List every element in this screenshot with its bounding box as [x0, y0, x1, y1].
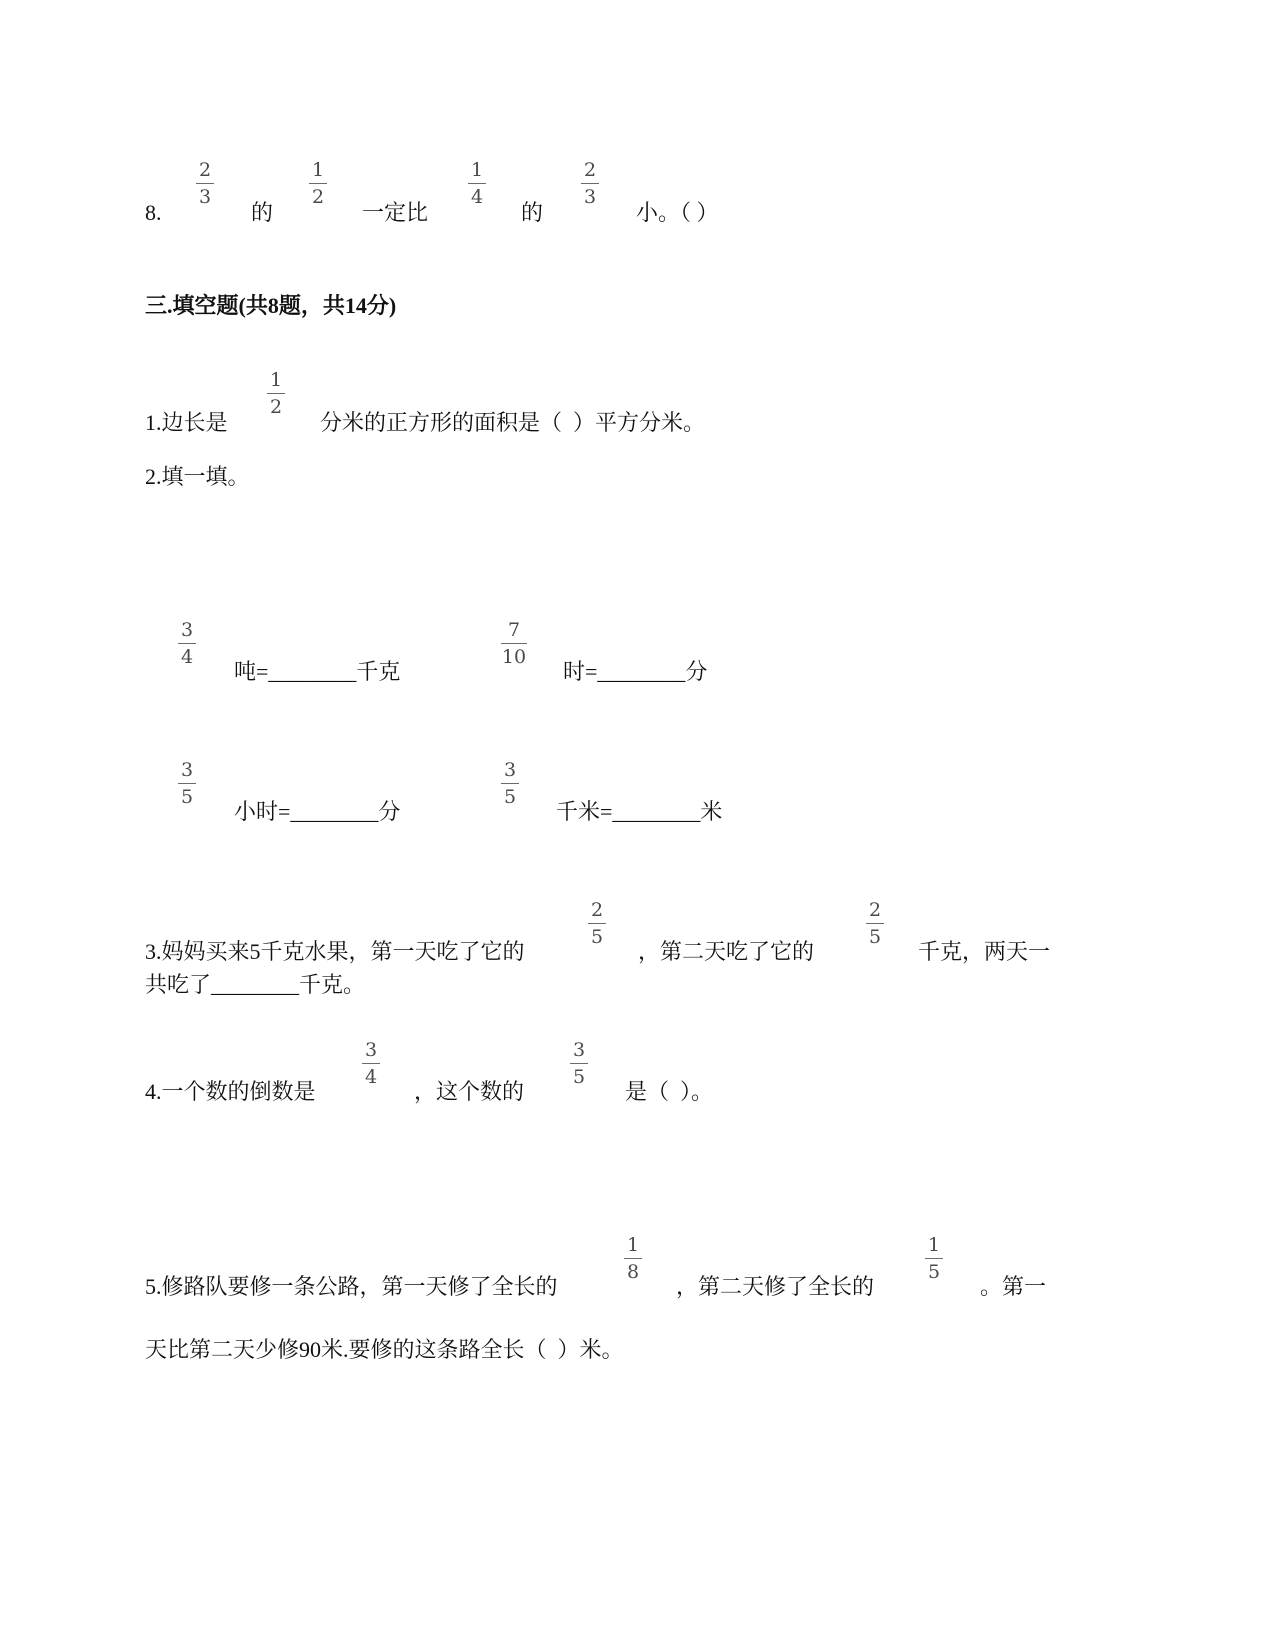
question-text: ，第二天修了全长的 [676, 1274, 875, 1299]
question-text: 1.边长是 [145, 410, 228, 435]
fraction-bar [624, 1258, 642, 1259]
fraction-denominator: 5 [503, 786, 517, 808]
question-text: 一定比 [362, 200, 429, 225]
fraction-numerator: 1 [311, 159, 325, 181]
fraction-numerator: 1 [626, 1234, 640, 1256]
fraction-numerator: 3 [364, 1039, 378, 1061]
fraction-bar [501, 643, 527, 644]
fraction-numerator: 2 [868, 899, 882, 921]
fraction-bar [309, 183, 327, 184]
fraction-denominator: 8 [626, 1261, 640, 1283]
fraction-denominator: 2 [311, 186, 325, 208]
fraction-bar [570, 1063, 588, 1064]
fraction [361, 1039, 381, 1088]
fraction-numerator: 3 [572, 1039, 586, 1061]
fraction [467, 159, 487, 208]
fraction-numerator: 3 [180, 619, 194, 641]
fraction-numerator: 2 [198, 159, 212, 181]
question-number: 8. [145, 200, 162, 225]
question-text: 4.一个数的倒数是 [145, 1079, 316, 1104]
fraction [587, 899, 607, 948]
question-text: 2.填一填。 [145, 464, 250, 489]
fraction-bar [178, 783, 196, 784]
question-text: 。第一 [980, 1274, 1047, 1299]
fraction-denominator: 2 [269, 396, 283, 418]
fraction [177, 619, 197, 668]
fraction-numerator: 1 [470, 159, 484, 181]
fraction [865, 899, 885, 948]
fraction [500, 619, 528, 668]
fraction-numerator: 1 [927, 1234, 941, 1256]
fraction-bar [468, 183, 486, 184]
fraction-numerator: 3 [503, 759, 517, 781]
fill-blank-item: 吨=________千克 [234, 659, 401, 684]
fraction-bar [866, 923, 884, 924]
fraction [177, 759, 197, 808]
fraction-numerator: 7 [507, 619, 521, 641]
fraction-denominator: 5 [180, 786, 194, 808]
question-text: 分米的正方形的面积是（ ）平方分米。 [320, 410, 706, 435]
fill-blank-item: 千米=________米 [556, 799, 723, 824]
fraction [924, 1234, 944, 1283]
fill-blank-item: 时=________分 [563, 659, 708, 684]
question-text: 天比第二天少修90米.要修的这条路全长（ ）米。 [145, 1337, 624, 1362]
fraction-bar [581, 183, 599, 184]
question-text: ，这个数的 [414, 1079, 525, 1104]
question-text: 的 [521, 200, 544, 225]
fraction-bar [362, 1063, 380, 1064]
fraction [266, 369, 286, 418]
fraction-numerator: 1 [269, 369, 283, 391]
fraction [580, 159, 600, 208]
fraction-numerator: 3 [180, 759, 194, 781]
question-text: 是（ ）。 [625, 1079, 714, 1104]
fraction-denominator: 3 [198, 186, 212, 208]
fraction-denominator: 3 [583, 186, 597, 208]
fraction-denominator: 4 [364, 1066, 378, 1088]
question-text: 千克，两天一 [918, 939, 1051, 964]
fraction-bar [267, 393, 285, 394]
fraction [308, 159, 328, 208]
question-text: 5.修路队要修一条公路，第一天修了全长的 [145, 1274, 558, 1299]
fraction-denominator: 4 [180, 646, 194, 668]
fraction [500, 759, 520, 808]
fraction-bar [588, 923, 606, 924]
fraction-bar [178, 643, 196, 644]
fraction-numerator: 2 [590, 899, 604, 921]
fraction [195, 159, 215, 208]
question-text: 的 [251, 200, 274, 225]
fraction-bar [501, 783, 519, 784]
question-text: 共吃了________千克。 [145, 972, 366, 997]
fraction-denominator: 5 [868, 926, 882, 948]
fraction [623, 1234, 643, 1283]
fraction-denominator: 10 [501, 646, 527, 668]
fraction-denominator: 4 [470, 186, 484, 208]
fill-blank-item: 小时=________分 [234, 799, 401, 824]
question-text: 3.妈妈买来5千克水果，第一天吃了它的 [145, 939, 525, 964]
fraction-denominator: 5 [572, 1066, 586, 1088]
section-heading: 三.填空题(共8题，共14分) [145, 293, 397, 318]
question-text: 小。（ ） [636, 200, 719, 225]
fraction-numerator: 2 [583, 159, 597, 181]
fraction [569, 1039, 589, 1088]
fraction-denominator: 5 [590, 926, 604, 948]
question-text: ，第二天吃了它的 [638, 939, 815, 964]
fraction-bar [925, 1258, 943, 1259]
fraction-denominator: 5 [927, 1261, 941, 1283]
fraction-bar [196, 183, 214, 184]
